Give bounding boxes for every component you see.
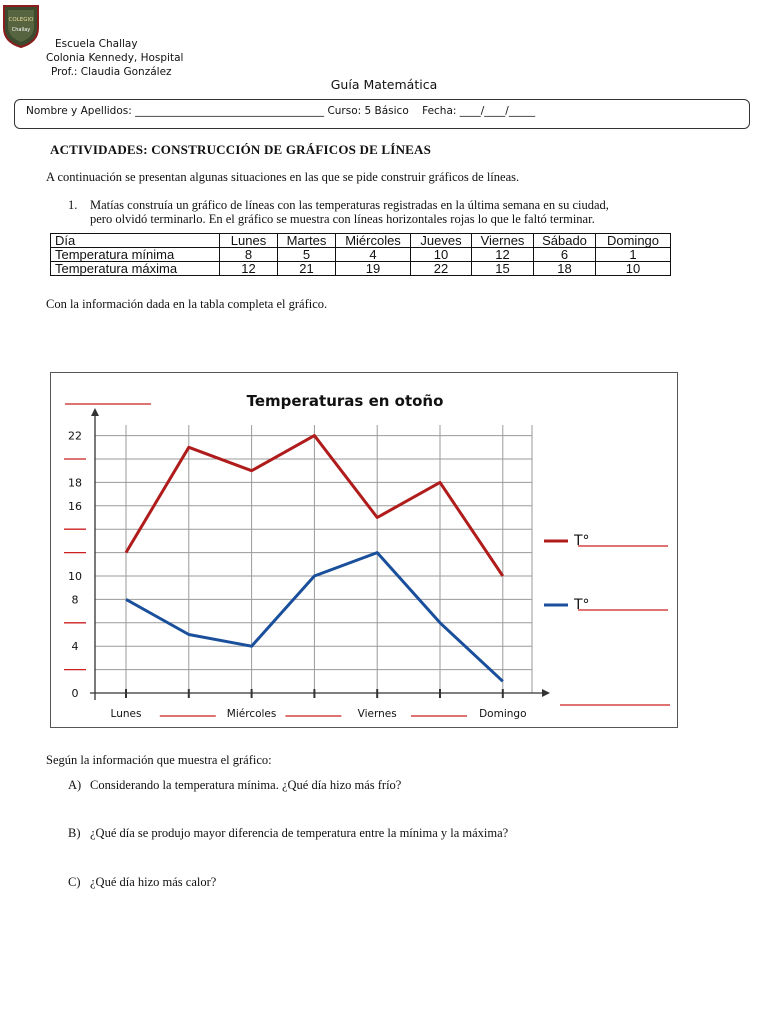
table-cell: 6 [534, 248, 596, 262]
table-row-label: Temperatura máxima [51, 262, 220, 276]
question-b-text: ¿Qué día se produjo mayor diferencia de temperatura entre la mínima y la máxima? [90, 826, 509, 840]
chart-axes [64, 404, 550, 720]
table-cell: 19 [336, 262, 411, 276]
question-b-letter: B) [68, 826, 81, 840]
y-tick-label: 0 [71, 687, 79, 700]
question-c-text: ¿Qué día hizo más calor? [90, 875, 217, 889]
x-tick-label: Domingo [479, 708, 527, 720]
teacher-name: Prof.: Claudia González [51, 66, 172, 78]
x-axis-arrow [542, 689, 550, 697]
logo-text-bottom: Challay [11, 27, 31, 33]
table-cell: 18 [534, 262, 596, 276]
y-tick-label: 22 [68, 429, 82, 443]
item-number: 1. [68, 198, 78, 212]
table-cell: 5 [278, 248, 336, 262]
table-cell: 1 [596, 248, 671, 262]
x-tick-label: Viernes [357, 708, 397, 720]
table-cell: 12 [220, 262, 278, 276]
school-name: Escuela Challay [55, 38, 138, 50]
question-c-letter: C) [68, 875, 81, 889]
table-cell: 22 [411, 262, 472, 276]
y-tick-label: 8 [71, 593, 79, 607]
table-header-cell: Viernes [472, 234, 534, 248]
question-a-text: Considerando la temperatura mínima. ¿Qué día hizo más frío? [90, 778, 402, 792]
table-cell: 12 [472, 248, 534, 262]
activity-title: ACTIVIDADES: CONSTRUCCIÓN DE GRÁFICOS DE LÍNEAS [50, 142, 432, 157]
table-header-cell: Martes [278, 234, 336, 248]
table-header-cell: Jueves [411, 234, 472, 248]
legend-label: T° [574, 533, 590, 549]
school-address: Colonia Kennedy, Hospital [46, 52, 184, 64]
y-axis-arrow [91, 408, 99, 416]
chart-title: Temperaturas en otoño [246, 392, 444, 410]
table-cell: 4 [336, 248, 411, 262]
y-tick-label: 18 [68, 476, 82, 490]
question-a-letter: A) [68, 778, 82, 792]
chart-grid [95, 425, 532, 693]
table-header-cell: Sábado [534, 234, 596, 248]
x-tick-label: Lunes [110, 708, 142, 720]
guide-title: Guía Matemática [330, 77, 438, 92]
item-statement-line-2: pero olvidó terminarlo. En el gráfico se muestra con líneas horizontales rojas lo que le faltó terminar. [90, 212, 595, 226]
table-cell: 10 [596, 262, 671, 276]
logo-text-top: COLEGIO [8, 17, 34, 23]
table-header-cell: Miércoles [336, 234, 411, 248]
table-header-cell: Lunes [220, 234, 278, 248]
table-cell: 21 [278, 262, 336, 276]
table-header-cell: Día [51, 234, 220, 248]
instruction-text: Con la información dada en la tabla completa el gráfico. [46, 297, 328, 311]
student-info-fields[interactable]: Nombre y Apellidos: ____________________________________ Curso: 5 Básico Fecha: ____/____/_____ [26, 105, 536, 117]
y-tick-label: 10 [68, 570, 82, 583]
questions-intro: Según la información que muestra el gráfico: [46, 753, 272, 767]
x-tick-label: Miércoles [226, 708, 277, 720]
y-tick-label: 4 [71, 640, 79, 654]
y-tick-label: 16 [68, 499, 82, 513]
table-cell: 8 [220, 248, 278, 262]
table-cell: 10 [411, 248, 472, 262]
table-header-cell: Domingo [596, 234, 671, 248]
item-statement-line-1: Matías construía un gráfico de líneas con las temperaturas registradas en la última semana en su ciudad, [90, 198, 609, 212]
table-cell: 15 [472, 262, 534, 276]
chart-legend [544, 533, 670, 705]
legend-label: T° [574, 597, 590, 613]
activity-intro: A continuación se presentan algunas situaciones en las que se pide construir gráficos de líneas. [46, 170, 520, 184]
table-row-label: Temperatura mínima [51, 248, 220, 262]
